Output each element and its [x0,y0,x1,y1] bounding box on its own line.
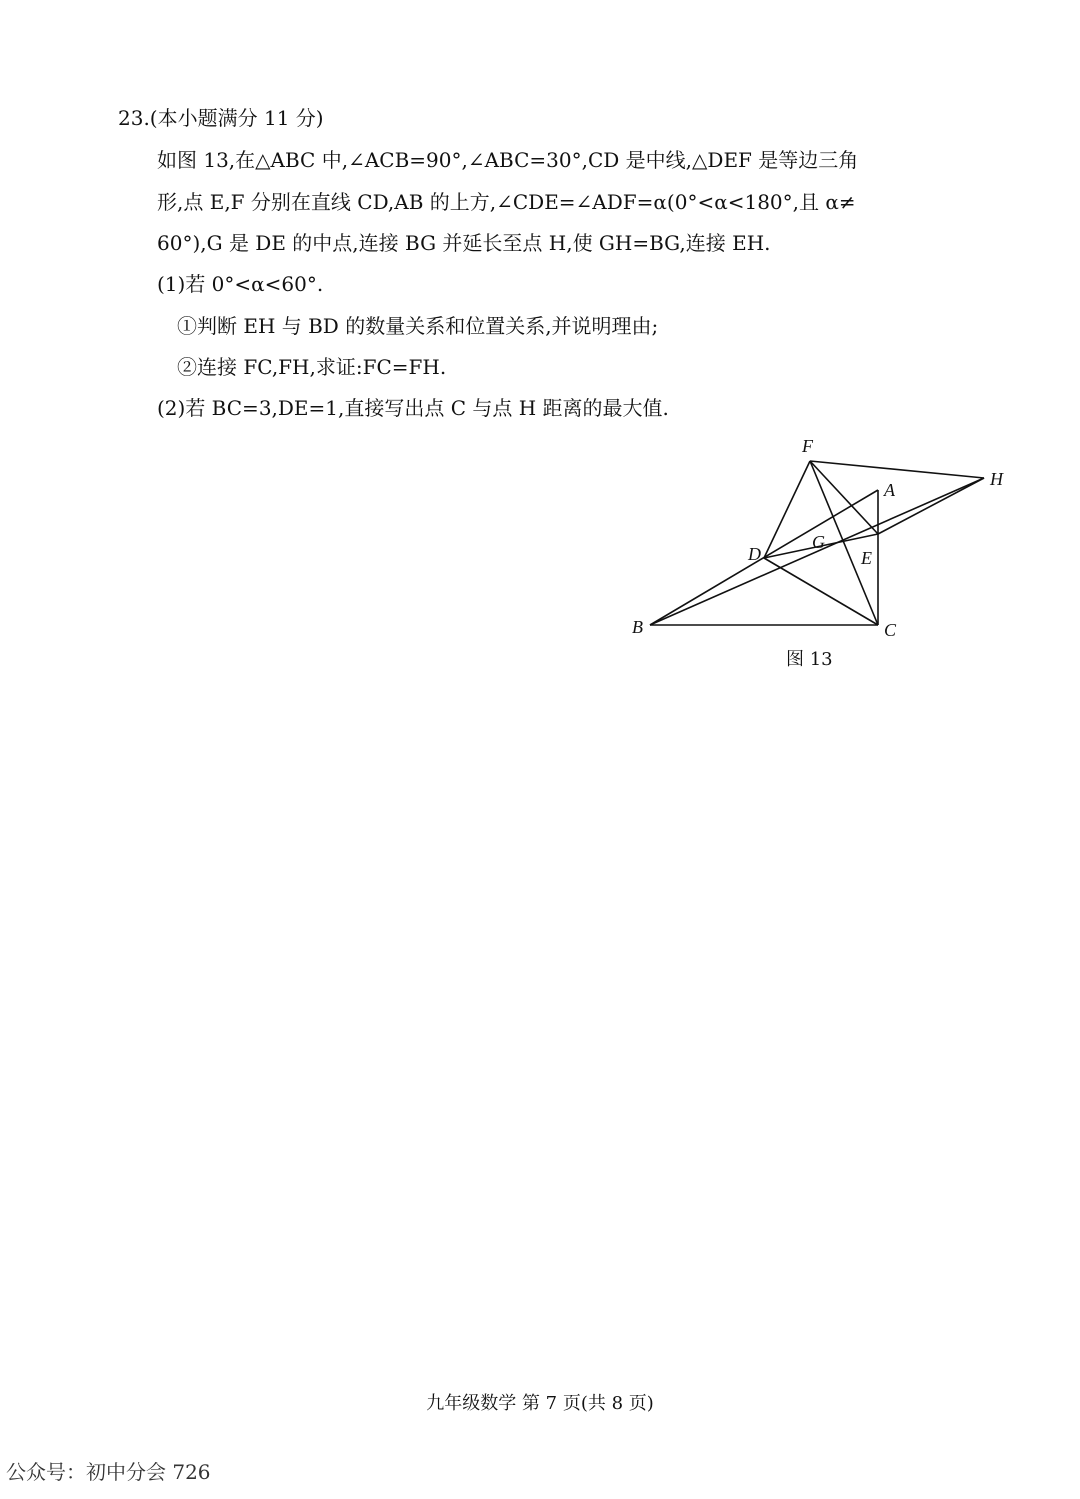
label-e: E [861,548,872,568]
label-f: F [802,436,813,456]
sub-question-1: (1)若 0°<α<60°. [157,272,324,296]
sub-question-2: (2)若 BC=3,DE=1,直接写出点 C 与点 H 距离的最大值. [157,396,669,420]
label-g: G [812,532,825,552]
figure-caption: 图 13 [786,649,833,670]
question-header: 23.(本小题满分 11 分) [118,106,324,130]
label-c: C [884,620,897,640]
watermark-text: 公众号：初中分会 726 [6,1460,211,1484]
page-footer: 九年级数学 第 7 页(共 8 页) [426,1393,654,1414]
segment-fh [810,461,984,478]
segment-fe [810,461,878,534]
label-h: H [990,469,1003,489]
label-d: D [748,544,761,564]
question-text-line: 形,点 E,F 分别在直线 CD,AB 的上方,∠CDE=∠ADF=α(0°<α<180°,且 α≠ [157,190,856,214]
question-text-line: 60°),G 是 DE 的中点,连接 BG 并延长至点 H,使 GH=BG,连接 EH. [157,231,771,255]
sub-question-1-part-2: ②连接 FC,FH,求证:FC=FH. [177,355,447,379]
label-b: B [632,617,643,637]
question-text-line: 如图 13,在△ABC 中,∠ACB=90°,∠ABC=30°,CD 是中线,△DEF 是等边三角 [157,148,859,172]
sub-question-1-part-1: ①判断 EH 与 BD 的数量关系和位置关系,并说明理由; [177,314,659,338]
label-a: A [884,480,895,500]
